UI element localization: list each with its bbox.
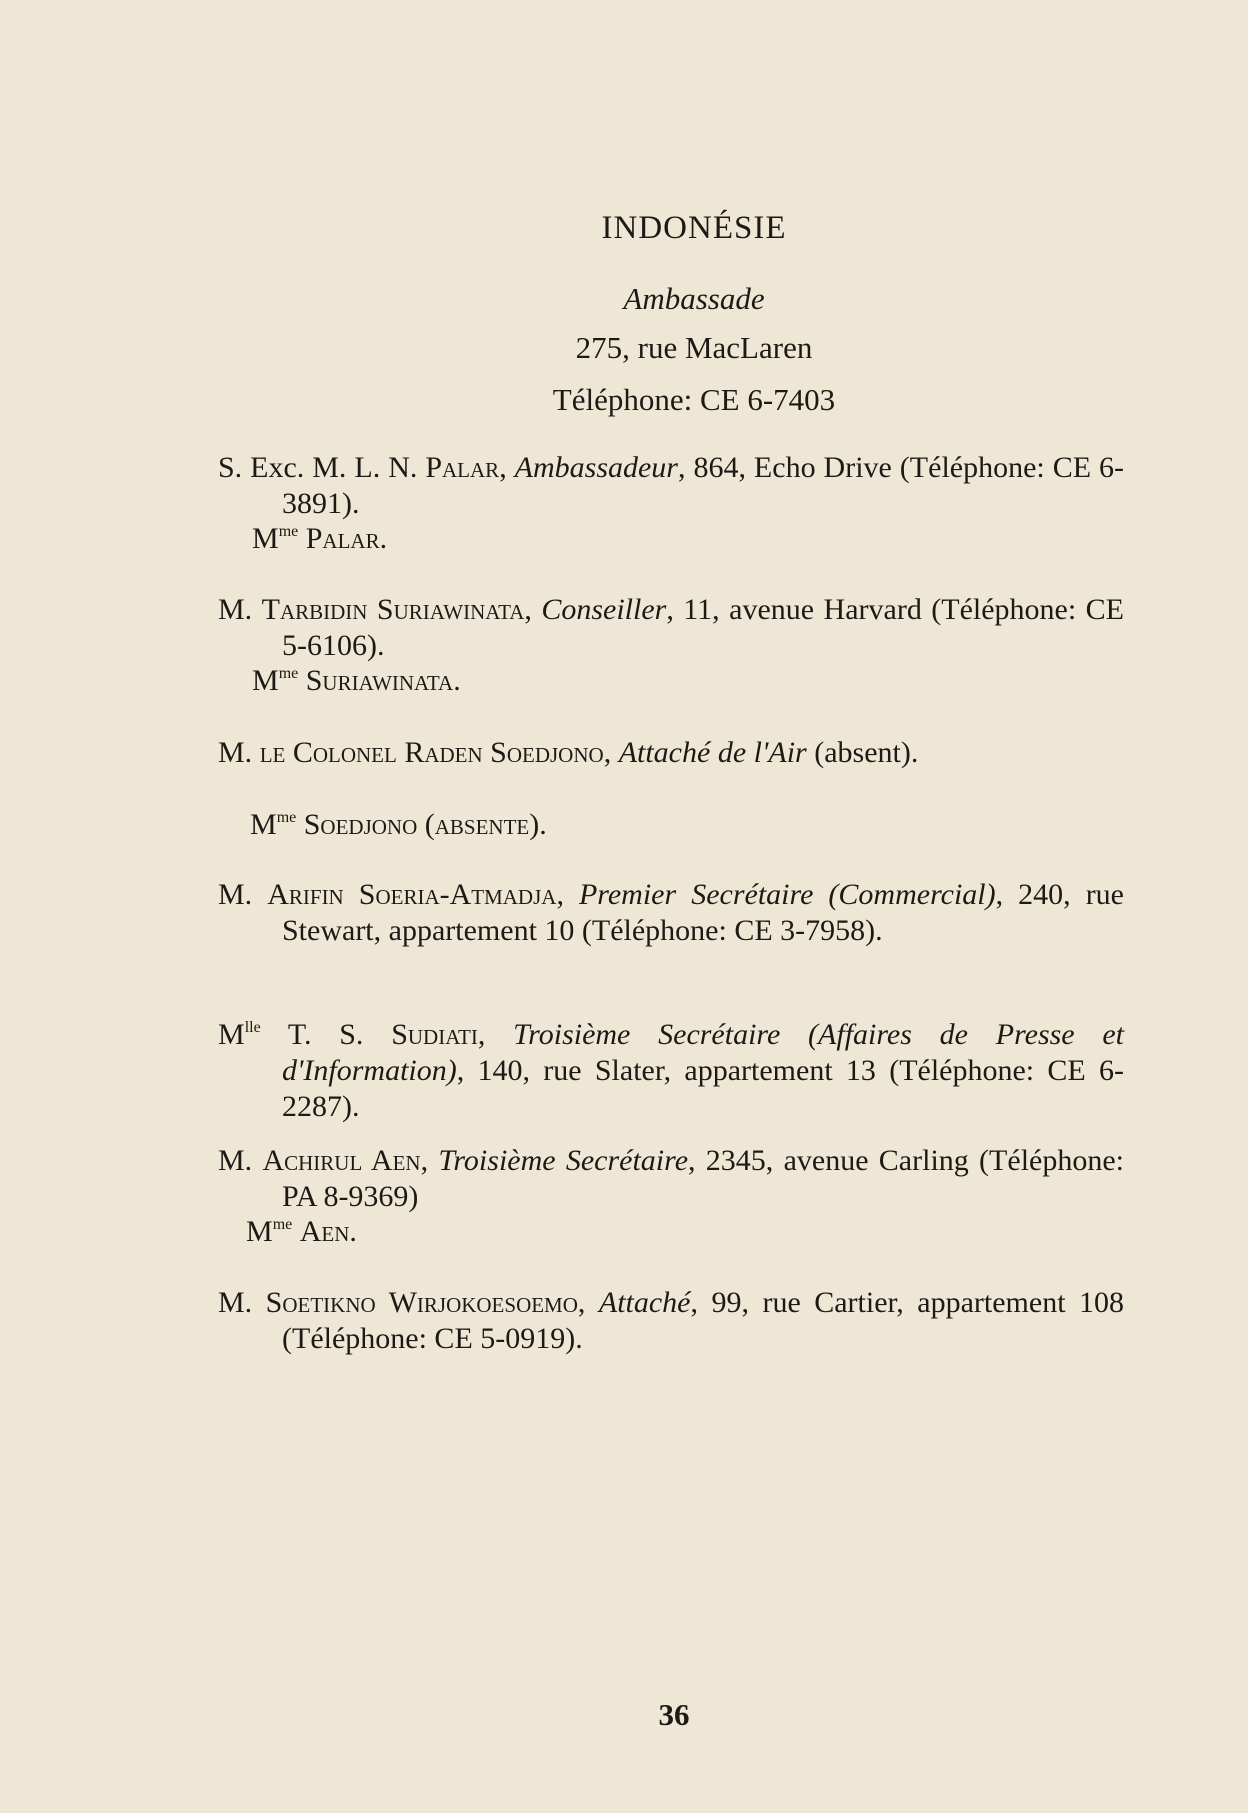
person-title: Premier Secrétaire (Commercial) bbox=[578, 878, 996, 911]
embassy-phone: Téléphone: CE 6-7403 bbox=[552, 382, 836, 417]
entry-prefix: M. bbox=[218, 1286, 266, 1319]
person-details: , 140, rue Slater, appartement 13 (Téléphone: CE 6-2287). bbox=[282, 1054, 1124, 1123]
person-name: Achirul Aen bbox=[262, 1144, 421, 1177]
person-details: , 240, rue Stewart, appartement 10 (Téléphone: CE 3-7958). bbox=[282, 878, 1124, 947]
person-title: Troisième Secrétaire bbox=[438, 1144, 689, 1177]
person-title: Troisième Secrétaire (Affaires de Presse et d'Information) bbox=[282, 1018, 1125, 1087]
embassy-address: 275, rue MacLaren bbox=[575, 330, 813, 365]
spouse-prefix: M bbox=[252, 522, 279, 555]
spouse-sup: me bbox=[272, 1216, 293, 1233]
spouse-prefix: M bbox=[246, 1215, 273, 1248]
spouse-sup: me bbox=[278, 665, 299, 682]
person-details: , 864, Echo Drive (Téléphone: CE 6-3891). bbox=[282, 451, 1125, 520]
person-name: Tarbidin Suriawinata bbox=[261, 593, 525, 626]
entry-text: M. Achirul Aen, Troisième Secrétaire, 2345, avenue Carling (Téléphone: PA 8-9369) bbox=[218, 1144, 1124, 1213]
person-name: Arifin Soeria-Atmadja bbox=[267, 878, 557, 911]
entry-soeria-atmadja bbox=[218, 877, 1124, 949]
person-title: Attaché de l'Air bbox=[618, 736, 807, 769]
entry-text: $M^{lle}$ T. S. Sudiati, Troisième Secrétaire (Affaires de Presse et d'Information), 140, rue Slater, appartement 13 (Téléphone: CE 6-2287). bbox=[218, 1018, 1125, 1123]
entry-text: S. Exc. M. L. N. Palar, Ambassadeur, 864, Echo Drive (Téléphone: CE 6-3891). bbox=[218, 451, 1125, 520]
spouse-sup: me bbox=[276, 809, 297, 826]
spouse-prefix: M bbox=[250, 808, 277, 841]
spouse-name: Aen. bbox=[299, 1215, 357, 1248]
entry-prefix: M. bbox=[218, 593, 262, 626]
entry-text: M. le Colonel Raden Soedjono, Attaché de l'Air (absent). bbox=[218, 736, 919, 769]
person-name: Sudiati bbox=[391, 1018, 478, 1051]
person-title: Ambassadeur bbox=[514, 451, 678, 484]
entry-soedjono bbox=[218, 735, 1124, 771]
entry-prefix: M bbox=[218, 1018, 245, 1051]
entry-palar bbox=[218, 450, 1124, 522]
spouse-name: Suriawinata. bbox=[305, 664, 461, 697]
spouse-suriawinata bbox=[252, 664, 461, 698]
entry-prefix: S. Exc. M. L. N. bbox=[218, 451, 426, 484]
spouse-prefix: M bbox=[252, 664, 279, 697]
person-name: le Colonel Raden Soedjono bbox=[259, 736, 604, 769]
person-details: (absent). bbox=[806, 736, 919, 769]
spouse-name: Palar. bbox=[305, 522, 388, 555]
person-details: , 2345, avenue Carling (Téléphone: PA 8-9369) bbox=[282, 1144, 1124, 1213]
entry-text: M. Tarbidin Suriawinata, Conseiller, 11, avenue Harvard (Téléphone: CE 5-6106). bbox=[218, 593, 1124, 662]
entry-prefix-sup: lle bbox=[244, 1019, 261, 1036]
person-title: Conseiller bbox=[541, 593, 667, 626]
entry-text: M. Arifin Soeria-Atmadja, Premier Secrétaire (Commercial), 240, rue Stewart, appartement 10 (Téléphone: CE 3-7958). bbox=[218, 878, 1124, 947]
page-number: 36 bbox=[658, 1697, 690, 1732]
person-title: Attaché bbox=[598, 1286, 691, 1319]
entry-initials: T. S. bbox=[260, 1018, 392, 1051]
entry-suriawinata bbox=[218, 592, 1124, 664]
entry-prefix: M. bbox=[218, 736, 260, 769]
spouse-soedjono bbox=[250, 808, 547, 842]
mission-type: Ambassade bbox=[623, 281, 765, 316]
entry-prefix: M. bbox=[218, 878, 268, 911]
entry-text: M. Soetikno Wirjokoesoemo, Attaché, 99, rue Cartier, appartement 108 (Téléphone: CE 5-0919). bbox=[218, 1286, 1125, 1355]
person-name: Palar bbox=[425, 451, 500, 484]
entry-prefix: M. bbox=[218, 1144, 263, 1177]
country-heading: INDONÉSIE bbox=[601, 210, 787, 246]
person-details: , 11, avenue Harvard (Téléphone: CE 5-6106). bbox=[282, 593, 1124, 662]
person-name: Soetikno Wirjokoesoemo bbox=[265, 1286, 578, 1319]
spouse-aen bbox=[246, 1215, 357, 1249]
spouse-palar bbox=[252, 522, 387, 556]
entry-sudiati bbox=[218, 1010, 1124, 1125]
entry-wirjokoesoemo bbox=[218, 1285, 1124, 1357]
spouse-sup: me bbox=[278, 523, 299, 540]
spouse-name: Soedjono (absente). bbox=[303, 808, 547, 841]
person-details: , 99, rue Cartier, appartement 108 (Téléphone: CE 5-0919). bbox=[282, 1286, 1125, 1355]
entry-aen bbox=[218, 1143, 1124, 1215]
